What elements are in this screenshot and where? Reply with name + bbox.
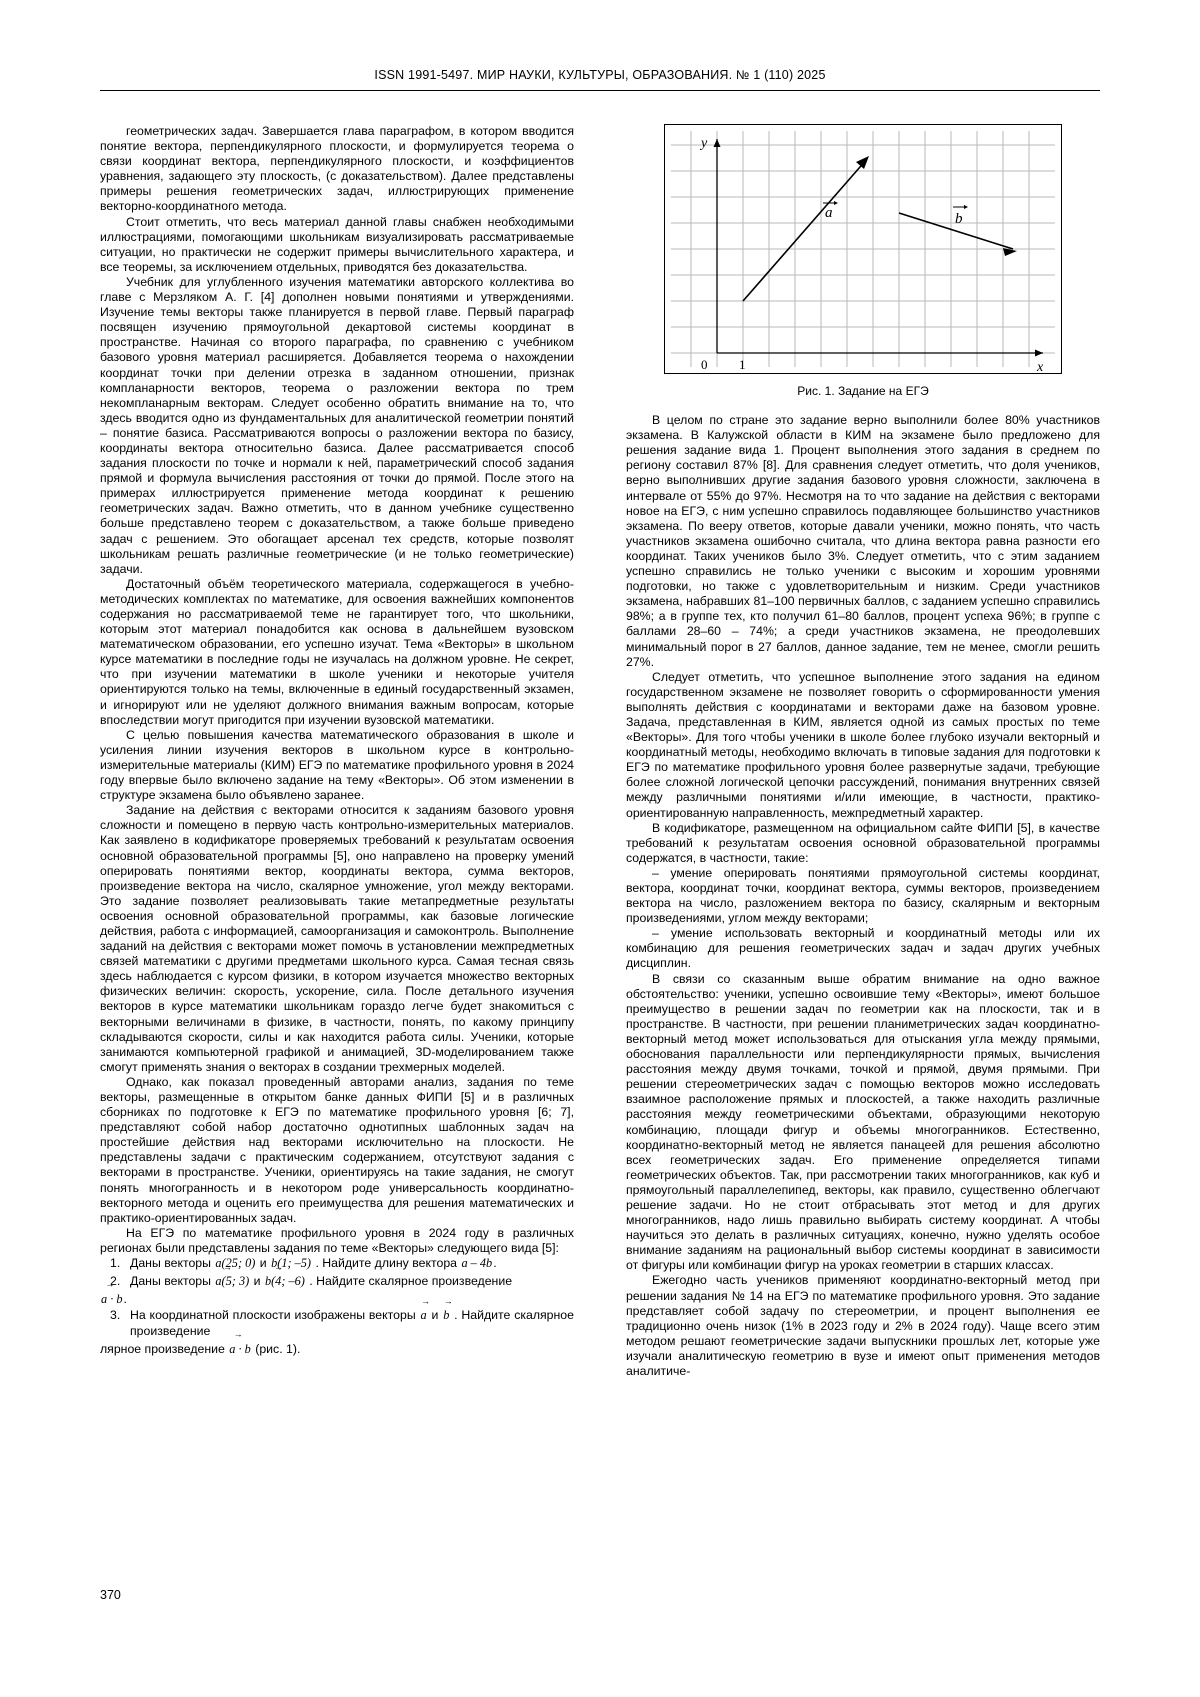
x-axis-arrow [1035,350,1043,357]
task-text-after: . Найдите скалярное произведение [309,1273,513,1288]
right-column [626,124,1100,1379]
task-text-before: На координатной плоскости изображены векторы [130,1308,416,1323]
paragraph: Учебник для углубленного изучения математики авторского коллектива во главе с Мерзляком А. Г. [4] дополнен новыми понятиями и утверждениями. Изучение темы векторы также планируется в первой главе. Первый параграф посвящен изучению прямоугольной декартовой системы координат в пространстве. Начиная со второго параграфа, по сравнению с учебником базового уровня материал расширяется. Добавляется теорема о нахождении координат точки при делении отрезка в заданном отношении, признак компланарности векторов, теорема о разложении вектора по трем некомпланарным векторам. Следует особенно обратить внимание на то, что здесь вводится одно из фундаментальных для аналитической геометрии понятий – понятие базиса. Рассматриваются вопросы о разложении вектора по базису, координаты вектора относительно базиса. Далее рассматривается способ задания плоскости по точке и нормали к ней, параметрический способ задания прямой и формула вычисления расстояния от точки до прямой. После этого на примерах иллюстрируется применение метода координат к решению геометрических задач. Важно отметить, что в данном учебнике существенно больше представлено теорем с доказательством, а также больше приведено задач с решением. Это обогащает арсенал тех средств, которые позволят школьникам решать различные геометрические (и не только геометрические) задачи. [100,274,574,576]
x-axis-label: x [1037,360,1044,373]
vector-a-label: a [825,205,833,221]
task-item-2 [100,1274,574,1290]
figure-frame [664,124,1062,374]
task-number: 1. [110,1256,121,1271]
coordinate-plane-graphic [665,125,1061,373]
task-vector-a: a(5; 3) → [214,1274,250,1290]
task-expression: a – 4b → [460,1256,493,1272]
task-list-continued [100,1308,574,1339]
task-text-after: . Найдите длину вектора [315,1256,458,1271]
paragraph: Задание на действия с векторами относится к заданиям базового уровня сложности и помещено в первую часть контрольно-измерительных материалов. Как заявлено в кодификаторе проверяемых требований к результатам освоения основной образовательной программы [5], оно направлено на проверку умений оперировать понятиями вектор, координаты вектора, сумма векторов, произведение вектора на число, скалярное умножение, угол между векторами. Это задание позволяет реализовывать такие метапредметные результаты освоения основной образовательной программы, как базовые логические действия, работа с информацией, самоорганизация и самоконтроль. Выполнение заданий на действия с векторами может помочь в установлении межпредметных связей математики с другими предметами школьного курса. Самая тесная связь здесь наблюдается с курсом физики, в котором изучается множество векторных физических величин: скорость, ускорение, сила. После детального изучения векторов в курсе математики школьникам гораздо легче будет знакомиться с векторными величинами в физике, в частности, понять, по какому принципу складываются скорости, силы и как находится работа силы. Ученики, которые занимаются компьютерной графикой и анимацией, 3D-моделированием также смогут применять знания о векторах в создании трехмерных моделей. [100,803,574,1074]
y-axis-arrow [714,139,721,147]
task-expression-prefix: лярное произведение [100,1342,229,1357]
task-text-before: Даны векторы [130,1273,211,1288]
task-tail: (рис. 1). [255,1342,301,1357]
paragraph: геометрических задач. Завершается глава параграфом, в котором вводится понятие вектора, перпендикулярного плоскости, и формулируется теорема о связи координат вектора, перпендикулярного плоскости, и коэффициентов уравнения, задающего эту плоскость, (с доказательством). Далее представлены примеры решения геометрических задач, иллюстрирующих применение векторно-координатного метода. [100,124,574,214]
task-vector-a: a → [420,1308,428,1324]
task-item-3 [100,1308,574,1339]
task-vector-b: b → [442,1308,450,1324]
task-item-1 [100,1256,574,1272]
left-column [100,124,574,1358]
paragraph: Стоит отметить, что весь материал данной главы снабжен необходимыми иллюстрациями, помогающими школьникам визуализировать рассматриваемые ситуации, но практически не содержит примеры вычислительного характера, и все теоремы, за исключением отдельных, приводятся без доказательства. [100,214,574,274]
task-text-after: . Найдите скалярное произведение [130,1308,574,1338]
paragraph: Ежегодно часть учеников применяют координатно-векторный метод при решении задания № 14 на ЕГЭ по математике профильного уровня. Это задание представляет собой задачу по стереометрии, и процент выполнения ее традиционно очень низок (1% в 2023 году и 2% в 2024 году). Чаще всего этим методом решают геометрические задачи выпускники прошлых лет, которые уже изучали аналитическую геометрию в вузе и имеют опыт применения методов аналитиче- [626,1273,1100,1378]
paragraph: – умение использовать векторный и координатный методы или их комбинацию для решения геометрических задач и задач других учебных дисциплин. [626,926,1100,971]
task-list [100,1256,574,1289]
paragraph: Следует отметить, что успешное выполнение этого задания на едином государственном экзамене не позволяет говорить о сформированности умения выполнять действия с координатами и векторами даже на базовом уровне. Задача, представленная в КИМ, является одной из самых простых по теме «Векторы». Для того чтобы ученики в школе более глубоко изучали векторный и координатный методы, необходимо включать в типовые задания для подготовки к ЕГЭ по математике профильного уровня более развернутые задачи, требующие более сложной логической цепочки рассуждений, понимания внутренних связей между различными понятиями и/или имеющие, в частности, практико-ориентированную направленность, межпредметный характер. [626,669,1100,820]
y-axis-label: y [701,136,708,151]
vector-a-arrowhead [856,156,869,169]
paragraph: Достаточный объём теоретического материала, содержащегося в учебно-методических комплектах по математике, для освоения важнейших компонентов содержания но рассматриваемой теме не гарантирует того, что школьники, которым этот материал понадобится как основа в дальнейшем вузовском математическом образовании, его успешно изучат. Тема «Векторы» в школьном курсе математики в последние годы не изучалась на должном уровне. Не секрет, что при изучении математики в школе ученики и некоторые учителя ориентируются только на темы, включенные в единый государственный экзамен, и игнорируют или не уделяют должного внимания важным вопросам, которые впоследствии могут пригодится при изучении вузовской математики. [100,576,574,727]
vector-a-line [743,159,867,301]
vector-b-label: b [955,211,963,227]
running-header: ISSN 1991-5497. МИР НАУКИ, КУЛЬТУРЫ, ОБРАЗОВАНИЯ. № 1 (110) 2025 [374,68,826,82]
paragraph: Однако, как показал проведенный авторами анализ, задания по теме векторы, размещенные в открытом банке данных ФИПИ [5] и в различных сборниках по подготовке к ЕГЭ по математике профильного уровня [6; 7], представляют собой набор достаточно однотипных шаблонных задач на простейшие действия над векторами исключительно на плоскости. Не представлены задачи с практическим содержанием, отсутствуют задания с векторами в пространстве. Ученики, ориентируясь на такие задания, не смогут понять многогранность и в некотором роде универсальность координатно-векторного метода и оценить его преимущества для решения математических и практико-ориентированных задач. [100,1074,574,1225]
task-conjunction: и [259,1256,267,1271]
task-tail: . [123,1292,127,1307]
task-text-before: Даны векторы [130,1256,211,1271]
task-2-expression-line [100,1291,574,1308]
task-3-expression-line [100,1341,574,1358]
task-number: 2. [110,1273,121,1288]
task-conjunction: и [253,1273,261,1288]
page-number: 370 [100,1588,121,1602]
paragraph: В целом по стране это задание верно выполнили более 80% участников экзамена. В Калужской области в КИМ на экзамене было предложено для решения задание вида 1. Процент выполнения этого задания в среднем по региону составил 87% [8]. Для сравнения следует отметить, что доля учеников, верно выполнивших другие задания базового уровня сложности, заключена в интервале от 55% до 97%. Несмотря на то что задание на действия с векторами новое на ЕГЭ, с ним успешно справилось подавляющее большинство участников экзамена. По вееру ответов, которые давали ученики, можно понять, что часть участников экзамена ошибочно считала, что длина вектора равна разности его координат. Таких учеников было 3%. Следует отметить, что с этим заданием успешно справились не только ученики с высоким и хорошим уровнями подготовки, но также с удовлетворительным и низким. Среди участников экзамена, набравших 81–100 первичных баллов, с заданием успешно справились 98%; а в группе тех, кто получил 61–80 баллов, процент успеха 96%; в группе с баллами 28–60 – 74%; а среди участников экзамена, не преодолевших минимальный порог в 27 баллов, данное задание, тем не менее, смогли решить 27%. [626,413,1100,669]
paragraph: – умение оперировать понятиями прямоугольной системы координат, вектора, координат точки, координат вектора, суммы векторов, произведением вектора на число, разложением вектора по базису, скалярным и векторным произведениями, углом между векторами; [626,865,1100,926]
header-divider [100,90,1100,91]
task-tail: . [493,1256,497,1271]
origin-label: 0 [701,357,708,372]
task-vector-b: b(1; –5) → [270,1256,312,1272]
paragraph: На ЕГЭ по математике профильного уровня в 2024 году в различных регионах были представлены задания по теме «Векторы» следующего вида [5]: [100,1225,574,1255]
task-vector-b: b(4; –6) → [264,1274,306,1290]
task-expression: a · b → [228,1341,252,1358]
figure-caption: Рис. 1. Задание на ЕГЭ [797,384,929,398]
task-conjunction: и [431,1308,439,1323]
task-vector-a: a(25; 0) → [214,1256,256,1272]
unit-label: 1 [739,357,746,372]
paragraph: С целью повышения качества математического образования в школе и усиления линии изучения векторов в школьном курсе в контрольно-измерительные материалы (КИМ) ЕГЭ по математике профильного уровня в 2024 году впервые было включено задание на тему «Векторы». Об этом изменении в структуре экзамена было объявлено заранее. [100,727,574,803]
paragraph: В кодификаторе, размещенном на официальном сайте ФИПИ [5], в качестве требований к результатам освоения основной образовательной программы содержатся, в частности, такие: [626,820,1100,865]
task-expression: a · b → [100,1291,124,1308]
paragraph: В связи со сказанным выше обратим внимание на одно важное обстоятельство: ученики, успешно освоившие тему «Векторы», имеют большое преимущество в решении задач по геометрии как на плоскости, так и в пространстве. В частности, при решении планиметрических задач координатно-векторный метод может использоваться для отыскания угла между прямыми, обоснования параллельности или перпендикулярности прямых, вычисления расстояния между двумя точками, точкой и прямой, двумя прямыми. При решении стереометрических задач с помощью векторов можно исследовать взаимное расположение прямых и плоскостей, а также находить различные расстояния между геометрическими объектами, образующими некоторую комбинацию, площади фигур и объемы многогранников. Естественно, координатно-векторный метод не является панацеей для решения абсолютно всех геометрических задач. Его применение определяется типами геометрических объектов. Так, при рассмотрении таких многогранников, как куб и прямоугольный параллелепипед, векторы, как правило, существенно облегчают решение задачи. Но не стоит отбрасывать этот метод и для других многогранников, надо лишь правильно выбирать систему координат. А чтобы научиться это делать в различных ситуациях, конечно, нужно уделять особое внимание заданиям на рациональный выбор системы координат в зависимости от фигуры или комбинации фигур на уроках геометрии в старших классах. [626,971,1100,1273]
task-number: 3. [110,1308,121,1323]
figure-1 [626,124,1100,399]
